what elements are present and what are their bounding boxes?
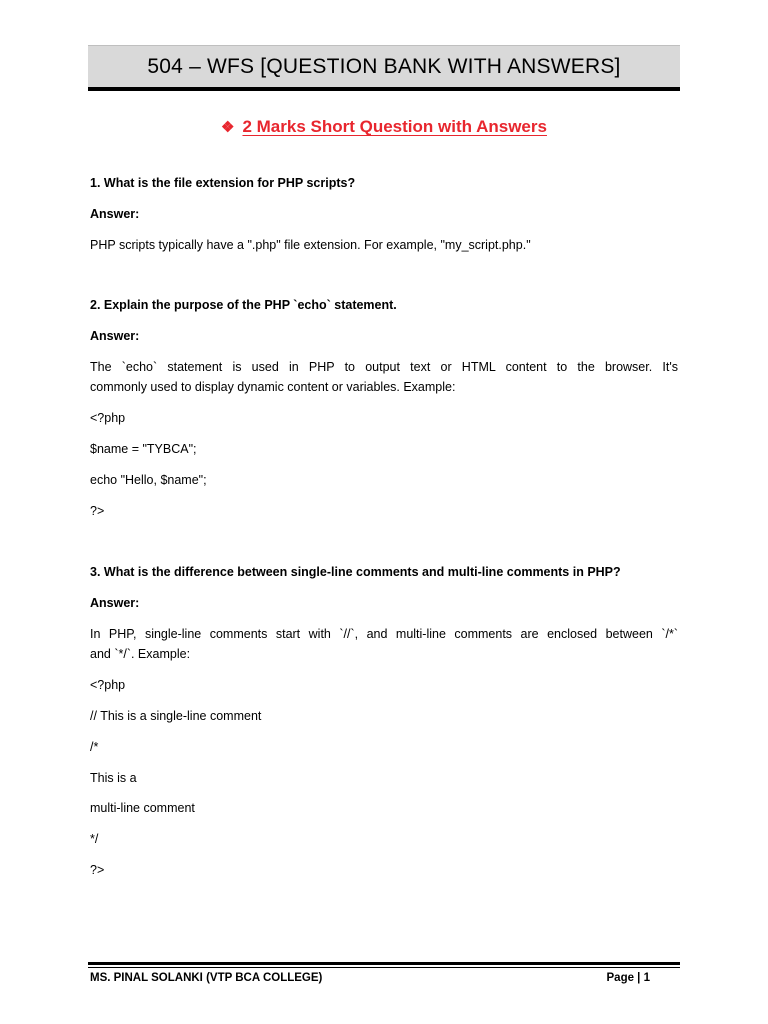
footer-rule-thin — [88, 967, 680, 968]
answer-text-2-line-1: The `echo` statement is used in PHP to output text or HTML content to the browser. It's — [90, 360, 678, 374]
code-line: /* — [90, 740, 99, 754]
code-line: echo "Hello, $name"; — [90, 473, 207, 487]
code-line: multi-line comment — [90, 801, 195, 815]
question-2: 2. Explain the purpose of the PHP `echo` statement. — [90, 298, 397, 312]
section-heading — [0, 117, 768, 137]
code-line: ?> — [90, 863, 105, 877]
footer-rule — [88, 962, 680, 965]
answer-label-1: Answer: — [90, 207, 140, 221]
answer-label-2: Answer: — [90, 329, 140, 343]
footer-author: MS. PINAL SOLANKI (VTP BCA COLLEGE) — [90, 972, 323, 984]
page-label: Page | 1 — [606, 972, 650, 984]
page-title: 504 – WFS [QUESTION BANK WITH ANSWERS] — [147, 54, 621, 78]
page-header-banner — [88, 45, 680, 91]
answer-text-3-line-2: and `*/`. Example: — [90, 647, 191, 661]
answer-label-3: Answer: — [90, 596, 140, 610]
code-line: // This is a single-line comment — [90, 709, 262, 723]
diamond-bullet-icon: ❖ — [221, 119, 235, 136]
section-heading-text: 2 Marks Short Question with Answers — [242, 117, 547, 136]
code-line: $name = "TYBCA"; — [90, 442, 197, 456]
footer-page-number — [607, 972, 651, 984]
answer-text-1: PHP scripts typically have a ".php" file extension. For example, "my_script.php." — [90, 238, 531, 252]
answer-text-2-line-2: commonly used to display dynamic content or variables. Example: — [90, 380, 456, 394]
code-line: ?> — [90, 504, 105, 518]
code-line: This is a — [90, 771, 137, 785]
code-line: <?php — [90, 411, 126, 425]
question-3: 3. What is the difference between single-line comments and multi-line comments in PHP? — [90, 565, 621, 579]
code-line: <?php — [90, 678, 126, 692]
code-line: */ — [90, 832, 99, 846]
answer-text-3-line-1: In PHP, single-line comments start with `//`, and multi-line comments are enclosed between `/*` — [90, 627, 678, 641]
question-1: 1. What is the file extension for PHP scripts? — [90, 176, 356, 190]
